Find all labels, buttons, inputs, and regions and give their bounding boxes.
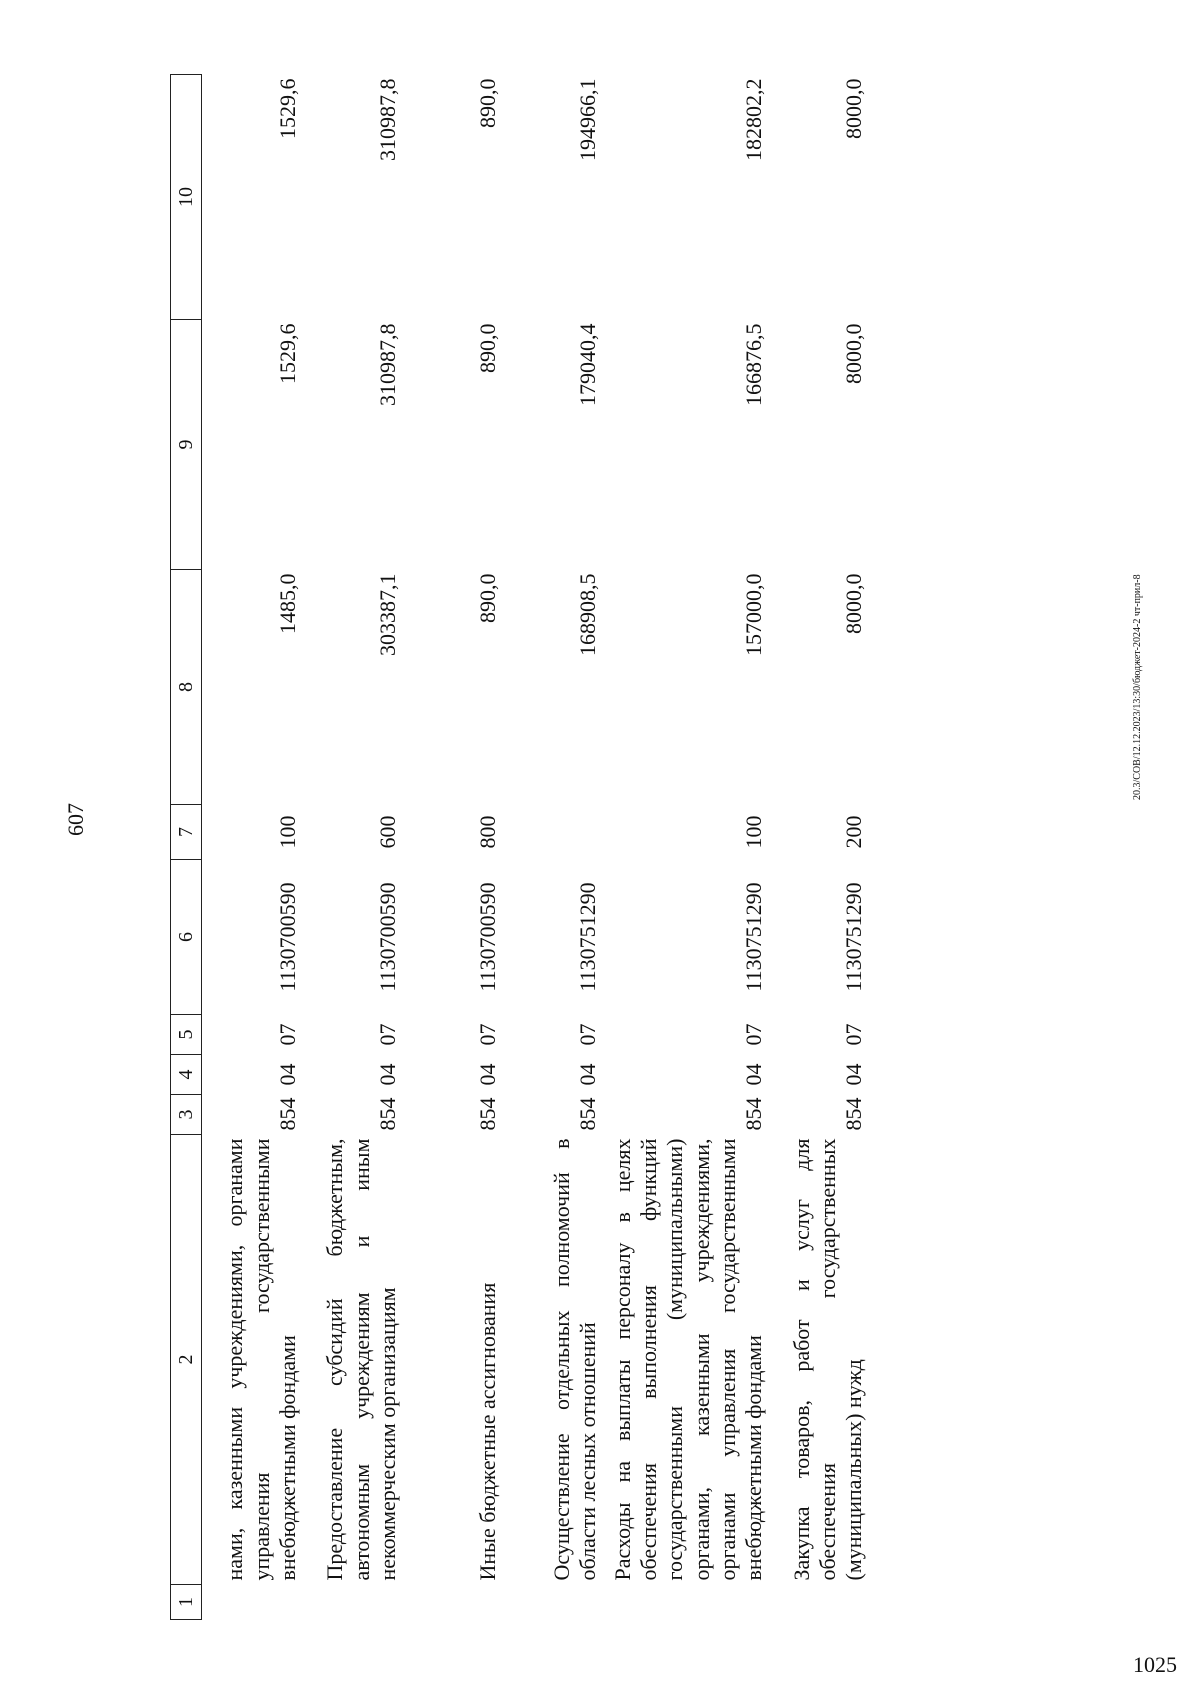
table-row (202, 75, 302, 1620)
row-col-4: 04 (375, 1063, 401, 1086)
footer-code: 20.3/СОВ/12.12.2023/13:30/бюджет-2024-2 чт-прил-8 (1132, 574, 1143, 800)
row-col-6: 1130700590 (475, 882, 501, 992)
row-col-1 (602, 1585, 768, 1620)
row-col-9: 166876,5 (741, 323, 767, 406)
row-col-5: 07 (841, 1023, 867, 1046)
row-col-3: 854 (841, 1097, 867, 1131)
row-col-5: 07 (375, 1023, 401, 1046)
row-col-7 (502, 805, 602, 860)
row-col-3: 854 (375, 1097, 401, 1131)
row-col-5: 07 (475, 1023, 501, 1046)
header-col-8: 8 (171, 570, 202, 805)
row-col-10: 890,0 (475, 78, 501, 128)
row-col-5: 07 (275, 1023, 301, 1046)
row-col-9: 310987,8 (375, 323, 401, 406)
row-name: нами, казенными учреждениями, органами управления государственными внебюджетными фондами (222, 1138, 301, 1581)
table-row (602, 75, 768, 1620)
header-col-1: 1 (171, 1585, 202, 1620)
row-col-7: 200 (841, 815, 867, 849)
row-col-6: 1130751290 (841, 882, 867, 992)
row-col-9: 8000,0 (841, 323, 867, 384)
document-page-number: 1025 (1133, 1652, 1177, 1677)
rotated-table-container (170, 75, 1170, 1620)
page-number: 607 (63, 803, 88, 836)
row-col-4: 04 (841, 1063, 867, 1086)
row-name: Осуществление отдельных полномочий в области лесных отношений (548, 1138, 601, 1581)
row-col-4: 04 (741, 1063, 767, 1086)
table-row (402, 75, 502, 1620)
row-col-3: 854 (275, 1097, 301, 1131)
row-col-7: 100 (275, 815, 301, 849)
row-col-1 (402, 1585, 502, 1620)
row-col-1 (302, 1585, 402, 1620)
row-col-9: 1529,6 (275, 323, 301, 384)
table-row (502, 75, 602, 1620)
row-col-6: 1130700590 (275, 882, 301, 992)
header-col-10: 10 (171, 75, 202, 320)
header-col-6: 6 (171, 860, 202, 1015)
row-col-6: 1130751290 (741, 882, 767, 992)
header-col-4: 4 (171, 1055, 202, 1095)
row-col-10: 1529,6 (275, 78, 301, 139)
header-row (171, 75, 202, 1620)
header-col-5: 5 (171, 1015, 202, 1055)
row-col-10: 182802,2 (741, 78, 767, 161)
row-col-3: 854 (741, 1097, 767, 1131)
row-col-7: 600 (375, 815, 401, 849)
row-col-4: 04 (275, 1063, 301, 1086)
row-col-1 (768, 1585, 868, 1620)
row-col-9: 179040,4 (575, 323, 601, 406)
row-col-3: 854 (575, 1097, 601, 1131)
row-col-5: 07 (741, 1023, 767, 1046)
row-col-6: 1130700590 (375, 882, 401, 992)
row-col-1 (202, 1585, 302, 1620)
header-col-9: 9 (171, 320, 202, 570)
header-col-7: 7 (171, 805, 202, 860)
row-col-8: 8000,0 (841, 573, 867, 634)
row-col-8: 303387,1 (375, 573, 401, 656)
row-col-9: 890,0 (475, 323, 501, 373)
header-col-2: 2 (171, 1135, 202, 1585)
header-col-3: 3 (171, 1095, 202, 1135)
row-col-7: 100 (741, 815, 767, 849)
row-col-1 (502, 1585, 602, 1620)
row-col-4: 04 (575, 1063, 601, 1086)
row-col-8: 1485,0 (275, 573, 301, 634)
row-name: Расходы на выплаты персоналу в целях обеспечения выполнения функций государственными (муниципальными) органами, казенными учреждениями, органами управления государственными внебюджетными фондами (609, 1138, 767, 1581)
row-col-8: 168908,5 (575, 573, 601, 656)
row-col-10: 310987,8 (375, 78, 401, 161)
row-col-6: 1130751290 (575, 882, 601, 992)
row-name: Предоставление субсидий бюджетным, автономным учреждениям и иным некоммерческим организациям (322, 1138, 401, 1581)
row-col-8: 890,0 (475, 573, 501, 623)
table-row (768, 75, 868, 1620)
row-name: Иные бюджетные ассигнования (475, 1282, 501, 1581)
row-col-3: 854 (475, 1097, 501, 1131)
table-row (302, 75, 402, 1620)
row-col-10: 194966,1 (575, 78, 601, 161)
row-col-10: 8000,0 (841, 78, 867, 139)
row-col-8: 157000,0 (741, 573, 767, 656)
row-col-5: 07 (575, 1023, 601, 1046)
row-name: Закупка товаров, работ и услуг для обеспечения государственных (муниципальных) нужд (788, 1138, 867, 1581)
row-col-7: 800 (475, 815, 501, 849)
budget-table (170, 74, 868, 1620)
row-col-4: 04 (475, 1063, 501, 1086)
